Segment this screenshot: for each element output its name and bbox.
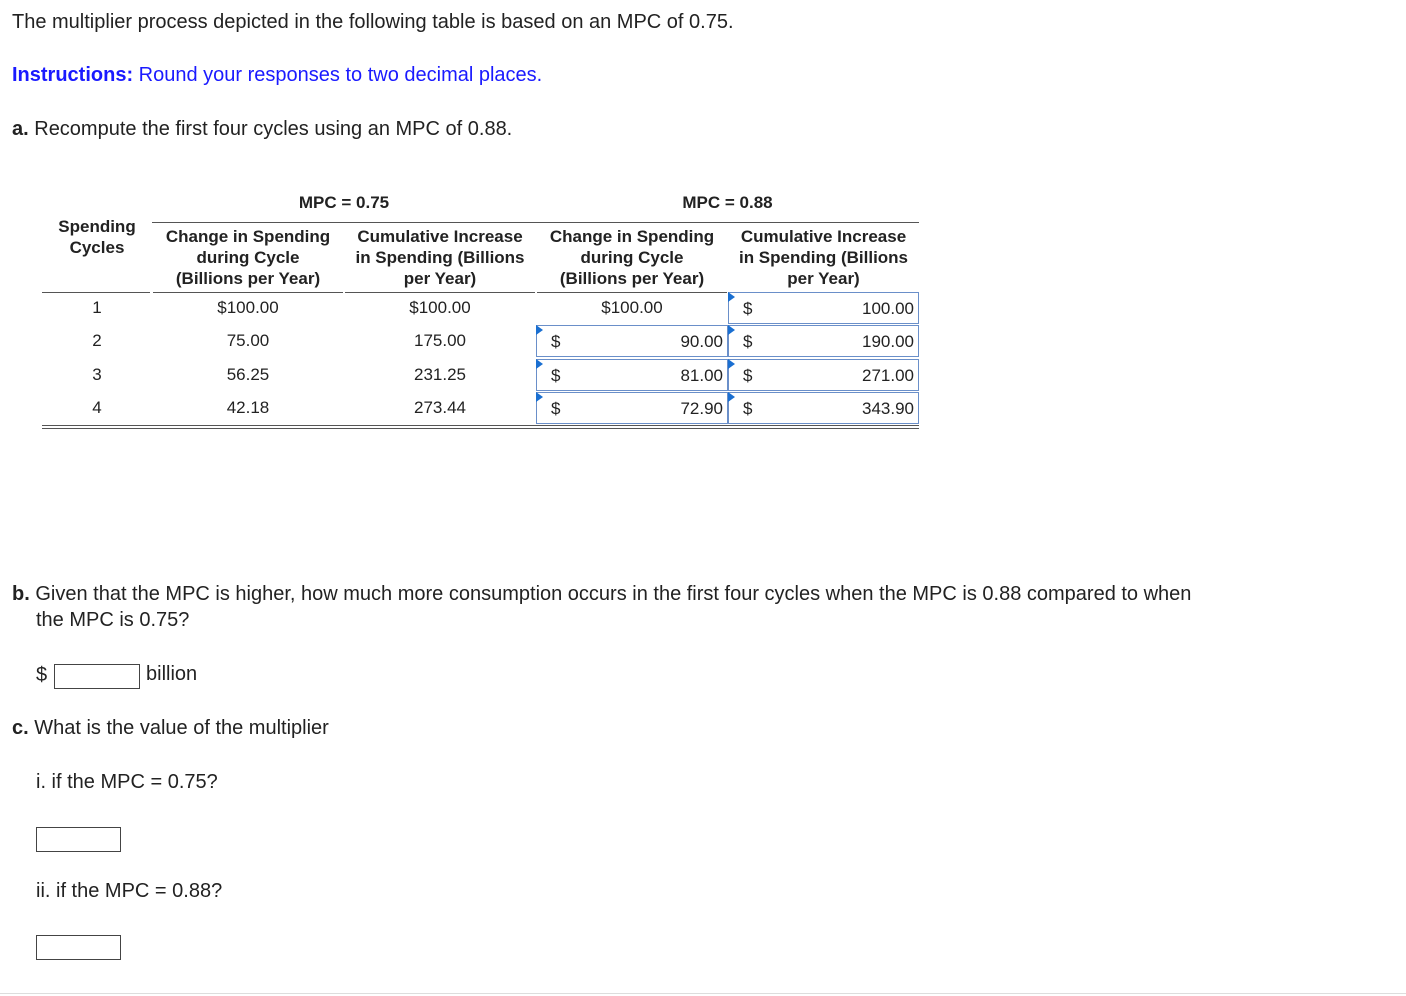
cell-cumulative-075: $100.00	[409, 298, 471, 317]
answer-value: 100.00	[862, 299, 914, 318]
col-header-change-075: Change in Spending during Cycle (Billions per Year)	[165, 227, 331, 288]
answer-marker-icon	[536, 325, 543, 335]
part-c-letter: c.	[12, 717, 29, 739]
header-rule	[153, 292, 343, 293]
answer-marker-icon	[728, 359, 735, 369]
answer-change-088-row2[interactable]	[536, 325, 728, 357]
dollar-sign: $	[743, 366, 753, 385]
dollar-sign: $	[743, 332, 753, 351]
answer-cumulative-088-row4[interactable]	[728, 392, 919, 424]
dollar-sign: $	[551, 366, 561, 385]
cell-cumulative-075: 273.44	[414, 398, 466, 417]
part-c-i-text: i. if the MPC = 0.75?	[36, 771, 218, 793]
col-header-cumulative-088: Cumulative Increase in Spending (Billions per Year)	[738, 227, 909, 288]
page-bottom-rule	[0, 993, 1406, 994]
answer-marker-icon	[728, 325, 735, 335]
cell-cumulative-075: 175.00	[414, 331, 466, 350]
cell-cycle: 4	[92, 398, 102, 417]
answer-marker-icon	[536, 392, 543, 402]
col-header-cumulative-075: Cumulative Increase in Spending (Billions per Year)	[355, 227, 525, 288]
dollar-sign: $	[551, 332, 561, 351]
part-b-answer-input[interactable]	[54, 664, 140, 689]
part-b-question	[12, 583, 1191, 606]
cell-cycle: 3	[92, 365, 102, 384]
header-rule	[345, 292, 535, 293]
cell-change-075: 75.00	[226, 331, 270, 350]
part-b-letter: b.	[12, 583, 30, 605]
cell-change-075: 56.25	[226, 365, 270, 384]
intro-text: The multiplier process depicted in the following table is based on an MPC of 0.75.	[12, 11, 734, 33]
col-header-cycles: Spending Cycles	[58, 217, 136, 257]
cell-cumulative-075: 231.25	[414, 365, 466, 384]
dollar-sign: $	[743, 299, 753, 318]
part-b-dollar: $	[36, 664, 48, 686]
group-header-mpc-088: MPC = 0.88	[682, 193, 773, 212]
part-a-letter: a.	[12, 118, 29, 140]
part-a-text: Recompute the first four cycles using an MPC of 0.88.	[28, 118, 513, 140]
col-header-change-088: Change in Spending during Cycle (Billions per Year)	[549, 227, 715, 288]
part-c-text: What is the value of the multiplier	[28, 717, 329, 739]
cell-change-075: 42.18	[226, 398, 270, 417]
part-b-question-cont: the MPC is 0.75?	[36, 609, 190, 631]
answer-value: 81.00	[680, 366, 723, 385]
dollar-sign: $	[551, 399, 561, 418]
answer-value: 343.90	[862, 399, 914, 418]
answer-value: 72.90	[680, 399, 723, 418]
cell-change-088: $100.00	[601, 298, 663, 317]
cell-cycle: 2	[92, 331, 102, 350]
answer-marker-icon	[728, 392, 735, 402]
cell-change-075: $100.00	[217, 298, 279, 317]
cell-cycle: 1	[92, 298, 102, 317]
part-c-ii-answer-input[interactable]	[36, 935, 121, 960]
answer-marker-icon	[536, 359, 543, 369]
table-bottom-rule	[42, 428, 919, 429]
part-b-text: Given that the MPC is higher, how much more consumption occurs in the first four cycles when the MPC is 0.88 compared to when	[29, 583, 1192, 605]
answer-value: 271.00	[862, 366, 914, 385]
answer-marker-icon	[728, 292, 735, 302]
multiplier-table	[0, 0, 1406, 440]
instructions-text: Round your responses to two decimal places.	[133, 64, 543, 86]
answer-value: 90.00	[680, 332, 723, 351]
answer-cumulative-088-row1[interactable]	[728, 292, 919, 324]
answer-change-088-row3[interactable]	[536, 359, 728, 391]
answer-change-088-row4[interactable]	[536, 392, 728, 424]
part-b-unit: billion	[146, 663, 198, 685]
answer-cumulative-088-row2[interactable]	[728, 325, 919, 357]
group-header-mpc-075: MPC = 0.75	[298, 193, 390, 212]
part-c-question	[12, 717, 329, 740]
header-rule	[42, 292, 150, 293]
dollar-sign: $	[743, 399, 753, 418]
group-header-rule	[152, 222, 919, 223]
answer-cumulative-088-row3[interactable]	[728, 359, 919, 391]
instructions-label: Instructions:	[12, 64, 134, 86]
part-c-i-answer-input[interactable]	[36, 827, 121, 852]
table-bottom-rule	[42, 425, 919, 426]
answer-value: 190.00	[862, 332, 914, 351]
header-rule	[537, 292, 727, 293]
part-c-ii-text: ii. if the MPC = 0.88?	[36, 880, 223, 902]
